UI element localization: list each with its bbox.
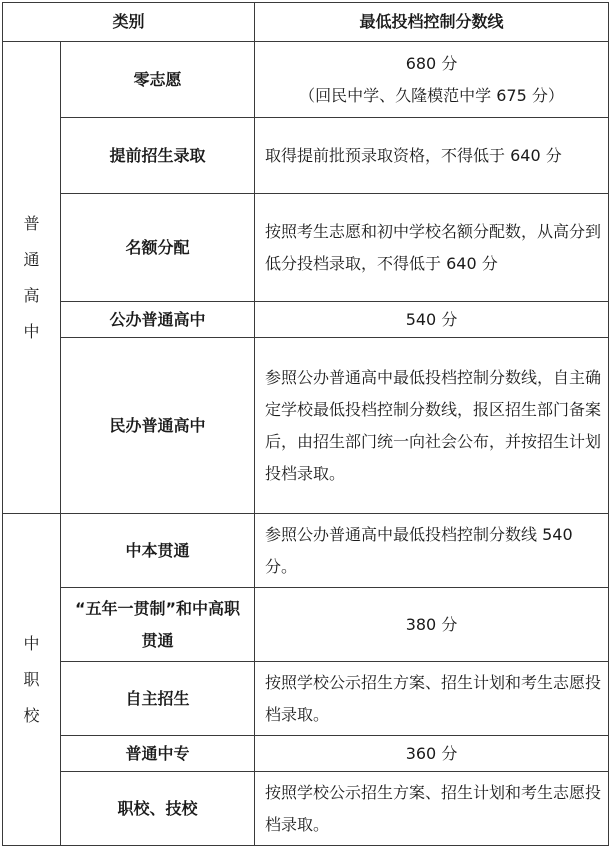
- group-general-high: [3, 42, 61, 514]
- row-category: 零志愿: [61, 42, 255, 118]
- row-category: “五年一贯制”和中高职贯通: [61, 588, 255, 662]
- table-row: [3, 302, 609, 338]
- row-value: 取得提前批预录取资格，不得低于 640 分: [255, 118, 609, 194]
- header-score: 最低投档控制分数线: [255, 3, 609, 42]
- row-category: 职校、技校: [61, 772, 255, 846]
- group-label: 中职校: [23, 633, 40, 725]
- table-row: [3, 772, 609, 846]
- row-value: 380 分: [255, 588, 609, 662]
- row-category: 公办普通高中: [61, 302, 255, 338]
- score-line-table: [2, 2, 609, 846]
- table-row: [3, 42, 609, 118]
- row-category: 中本贯通: [61, 514, 255, 588]
- row-category: 民办普通高中: [61, 338, 255, 514]
- header-row: [3, 3, 609, 42]
- table-row: [3, 588, 609, 662]
- table-row: [3, 662, 609, 736]
- group-label: 普通高中: [23, 213, 40, 341]
- row-category: 自主招生: [61, 662, 255, 736]
- row-category: 普通中专: [61, 736, 255, 772]
- row-category: 名额分配: [61, 194, 255, 302]
- table-row: [3, 514, 609, 588]
- row-value: 参照公办普通高中最低投档控制分数线 540 分。: [255, 514, 609, 588]
- table-row: [3, 338, 609, 514]
- row-value: 360 分: [255, 736, 609, 772]
- table-row: [3, 118, 609, 194]
- row-category: 提前招生录取: [61, 118, 255, 194]
- row-value: 540 分: [255, 302, 609, 338]
- header-category: 类别: [3, 3, 255, 42]
- row-value: 参照公办普通高中最低投档控制分数线，自主确定学校最低投档控制分数线，报区招生部门备案后，由招生部门统一向社会公布，并按招生计划投档录取。: [255, 338, 609, 514]
- row-value: 680 分 （回民中学、久隆模范中学 675 分）: [255, 42, 609, 118]
- row-value: 按照考生志愿和初中学校名额分配数，从高分到低分投档录取，不得低于 640 分: [255, 194, 609, 302]
- group-vocational: [3, 514, 61, 846]
- row-value: 按照学校公示招生方案、招生计划和考生志愿投档录取。: [255, 772, 609, 846]
- row-value: 按照学校公示招生方案、招生计划和考生志愿投档录取。: [255, 662, 609, 736]
- table-row: [3, 194, 609, 302]
- table-row: [3, 736, 609, 772]
